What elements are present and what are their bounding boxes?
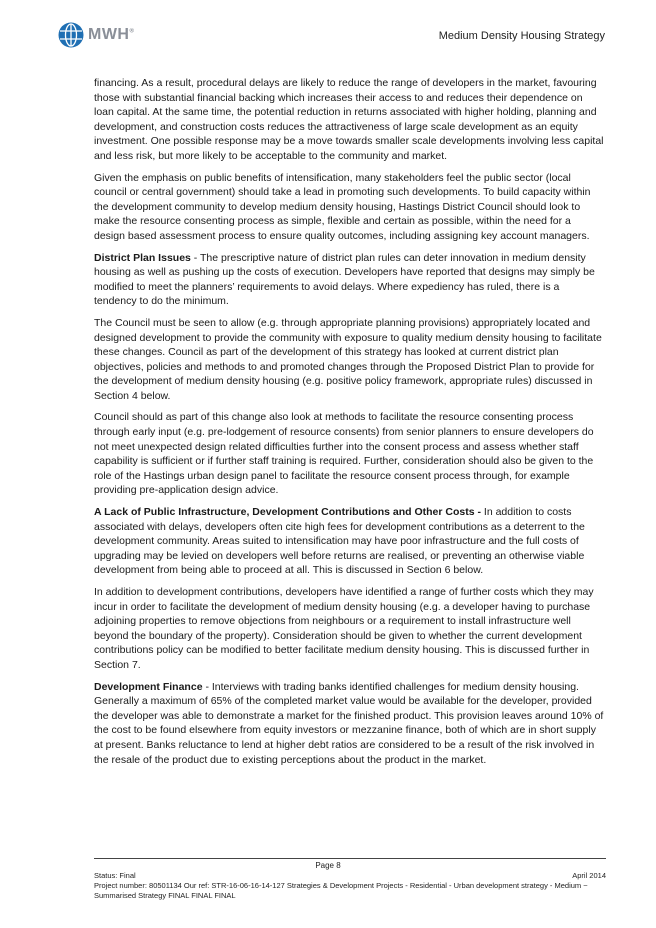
paragraph: financing. As a result, procedural delays are likely to reduce the range of developers in the market, favouring those with substantial financial backing which increases their access to and reduces their dependence on loan capital. At the same time, the potential reduction in returns associated with higher holding, planning and development, and construction costs reduces the attractiveness of large scale development as an equity investment. One possible response may be a move towards smaller scale developments involving less capital and less risk, but more likely to be acceptable to the community and market. [94, 77, 604, 162]
paragraph: A Lack of Public Infrastructure, Development Contributions and Other Costs - In addition to costs associated with delays, developers often cite high fees for development contributions as a deterrent to the development community. Areas suited to intensification may have poor infrastructure and the full costs of upgrading may be levied on developers well before returns are realised, or preventing an otherwise viable development from being able to proceed at all. This is discussed in Section 6 below. [94, 506, 585, 577]
logo-text: MWH® [88, 26, 135, 43]
section-heading: District Plan Issues [94, 251, 191, 264]
paragraph: Development Finance - Interviews with trading banks identified challenges for medium density housing. Generally a maximum of 65% of the completed market value would be available for the developer, provided the developer was able to demonstrate a market for the finished product. This provision leaves around 10% of the cost to be found elsewhere from equity investors or mezzanine finance, both of which are in short supply at present. Banks reluctance to lend at higher debt ratios are considered to be a result of the risk involved in the resale of the product due to existing perceptions about the product in the market. [94, 680, 604, 766]
section-heading: Development Finance [94, 680, 203, 693]
footer-status: Status: Final [94, 871, 136, 880]
section-heading: A Lack of Public Infrastructure, Development Contributions and Other Costs - [94, 506, 481, 519]
globe-icon [58, 22, 84, 48]
paragraph: District Plan Issues - The prescriptive nature of district plan rules can deter innovation in medium density housing as well as pushing up the costs of execution. Developers have reported that designs may simply be modified to meet the planners’ requirements to avoid delays. Where expediency has ruled, there is a tendency to do the minimum. [94, 251, 595, 308]
page-number: Page 8 [315, 861, 341, 870]
document-title: Medium Density Housing Strategy [438, 30, 605, 42]
paragraph: Council should as part of this change also look at methods to facilitate the resource consenting process through early input (e.g. pre-lodgement of resource consents) from senior planners to ensure developers do not meet unexpected design related difficulties further into the consent process and assess whether staff capability is sufficient or if further staff training is required. Further, consideration should also be given to the role of the Hastings urban design panel to facilitate the resource consent process through, for example providing pre-application design advice. [94, 411, 594, 497]
paragraph: The Council must be seen to allow (e.g. through appropriate planning provisions) appropriately located and designed development to provide the community with exposure to quality medium density housing to facilitate these changes. Council as part of the development of this strategy has looked at current district plan objectives, policies and methods to and promoted changes through the Proposed District Plan to provide for the development of medium density housing (e.g. positive policy framework, appropriate rules) discussed in Section 4 below. [94, 316, 602, 402]
footer-project-info: Project number: 80501134 Our ref: STR-16-06-16-14-127 Strategies & Development Projects - Residential - Urban development strategy - Medium ~ Summarised Strategy FINAL FINAL FINAL [94, 881, 588, 900]
document-body [94, 76, 604, 774]
paragraph: In addition to development contributions, developers have identified a range of further costs which they may incur in order to facilitate the development of medium density housing (e.g. a developer having to purchase adjoining properties to remove objections from neighbours or a requirement to install infrastructure well beyond the boundary of the property). Consideration should be given to whether the current development contributions policy can be modified to better facilitate medium density housing. This is discussed further in Section 7. [94, 586, 594, 671]
company-logo [58, 22, 134, 48]
footer-date: April 2014 [572, 871, 606, 880]
paragraph: Given the emphasis on public benefits of intensification, many stakeholders feel the public sector (local council or central government) should take a lead in promoting such developments. To build capacity within the development community to develop medium density housing, Hastings District Council should look to make the resource consenting process as simple, flexible and certain as possible, within the need for a design based assessment process to ensure quality outcomes, including assigning key account managers. [94, 171, 591, 242]
footer-divider [94, 858, 606, 859]
